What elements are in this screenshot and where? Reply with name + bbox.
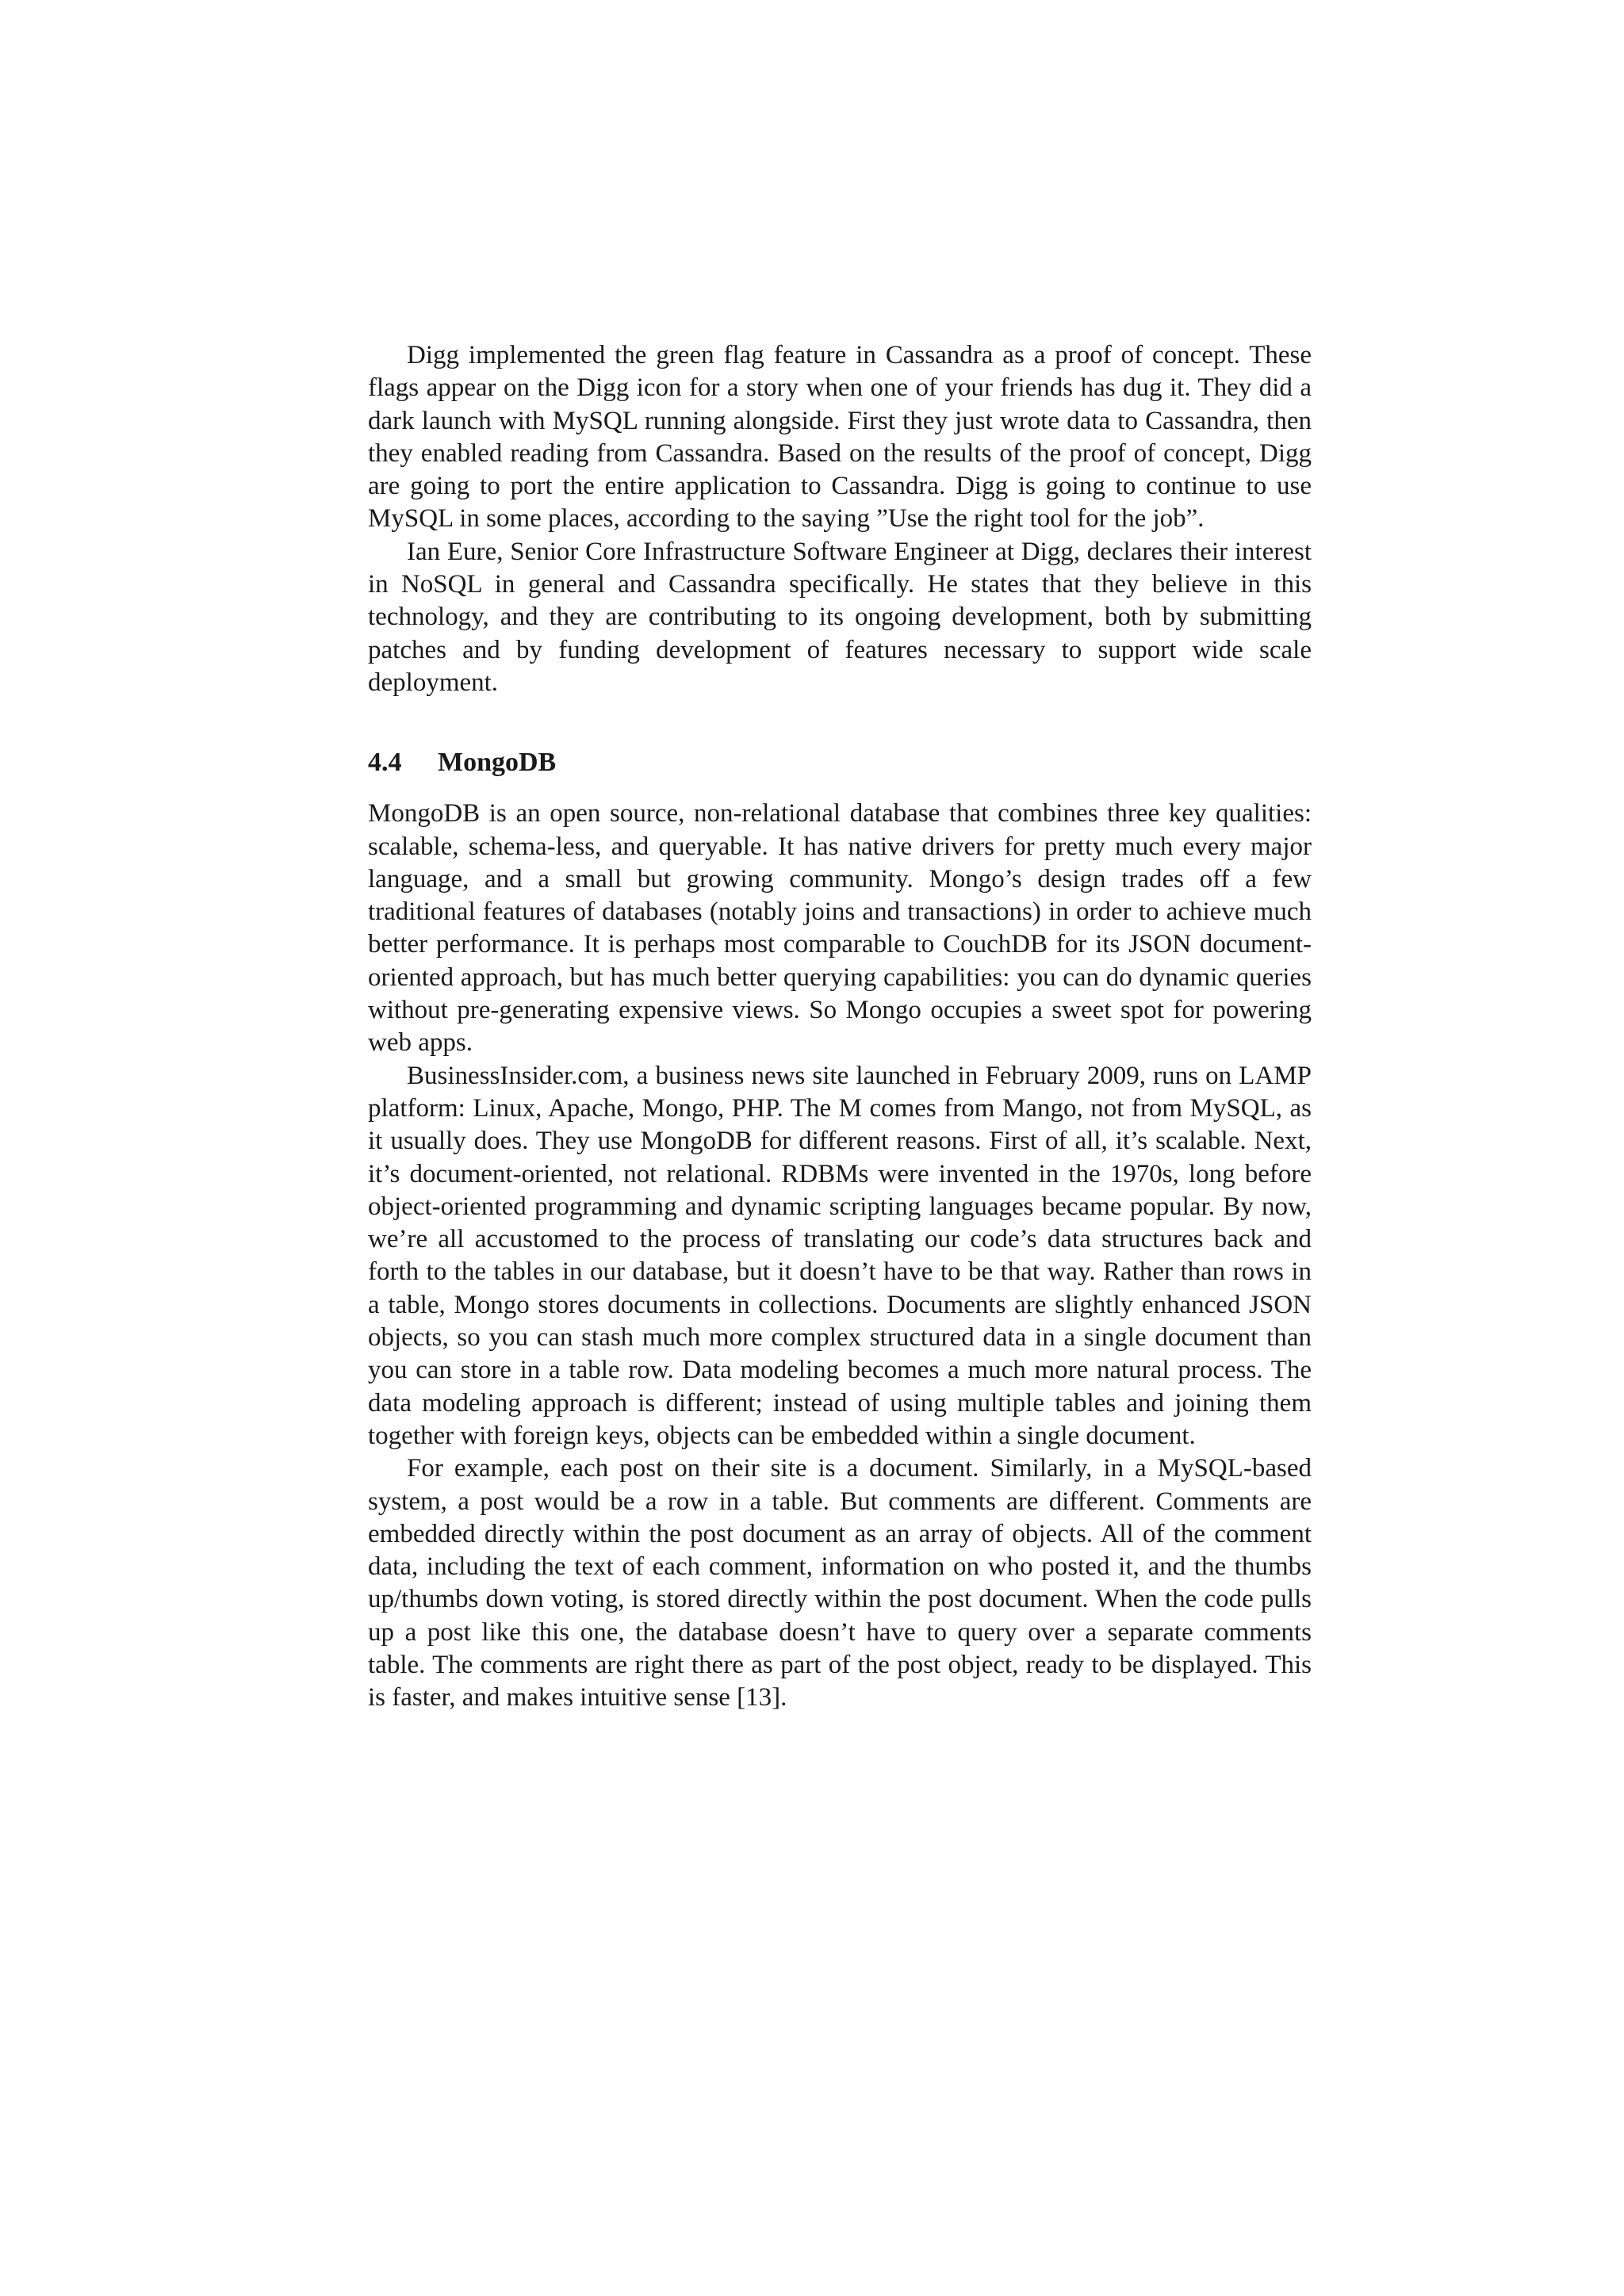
paragraph-post-document-example: For example, each post on their site is a document. Similarly, in a MySQL-based system, a post would be a row in a table. But comments are different. Comments are embedded directly within the post document as an array of objects. All of the comment data, including the text of each comment, information on who posted it, and the thumbs up/thumbs down voting, is stored directly within the post document. When the code pulls up a post like this one, the database doesn’t have to query over a separate comments table. The comments are right there as part of the post object, ready to be displayed. This is faster, and makes intuitive sense [13]. <box>368 1454 1312 1712</box>
page-body <box>368 339 1312 1715</box>
paragraph-businessinsider: BusinessInsider.com, a business news site launched in February 2009, runs on LAMP platform: Linux, Apache, Mongo, PHP. The M comes from Mango, not from MySQL, as it usually does. They use MongoDB for different reasons. First of all, it’s scalable. Next, it’s document-oriented, not relational. RDBMs were invented in the 1970s, long before object-oriented programming and dynamic scripting languages became popular. By now, we’re all accustomed to the process of translating our code’s data structures back and forth to the tables in our database, but it doesn’t have to be that way. Rather than rows in a table, Mongo stores documents in collections. Documents are slightly enhanced JSON objects, so you can stash much more complex structured data in a single document than you can store in a table row. Data modeling becomes a much more natural process. The data modeling approach is different; instead of using multiple tables and joining them together with foreign keys, objects can be embedded within a single document. <box>368 1061 1312 1450</box>
paragraph-ian-eure: Ian Eure, Senior Core Infrastructure Software Engineer at Digg, declares their interest in NoSQL in general and Cassandra specifically. He states that they believe in this technology, and they are contributing to its ongoing development, both by submitting patches and by funding development of features necessary to support wide scale deployment. <box>368 537 1312 697</box>
section-number: 4.4 <box>368 748 402 778</box>
paragraph-digg-green-flag: Digg implemented the green flag feature in Cassandra as a proof of concept. These flags appear on the Digg icon for a story when one of your friends has dug it. They did a dark launch with MySQL running alongside. First they just wrote data to Cassandra, then they enabled reading from Cassandra. Based on the results of the proof of concept, Digg are going to port the entire application to Cassandra. Digg is going to continue to use MySQL in some places, according to the saying ”Use the right tool for the job”. <box>368 341 1312 534</box>
section-title: MongoDB <box>438 748 557 778</box>
paragraph-mongodb-intro: MongoDB is an open source, non-relational database that combines three key qualities: scalable, schema-less, and queryable. It has native drivers for pretty much every major language, and a small but growing community. Mongo’s design trades off a few traditional features of databases (notably joins and transactions) in order to achieve much better performance. It is perhaps most comparable to CouchDB for its JSON document-oriented approach, but has much better querying capabilities: you can do dynamic queries without pre-generating expensive views. So Mongo occupies a sweet spot for powering web apps. <box>368 799 1312 1058</box>
section-heading <box>368 745 1312 780</box>
